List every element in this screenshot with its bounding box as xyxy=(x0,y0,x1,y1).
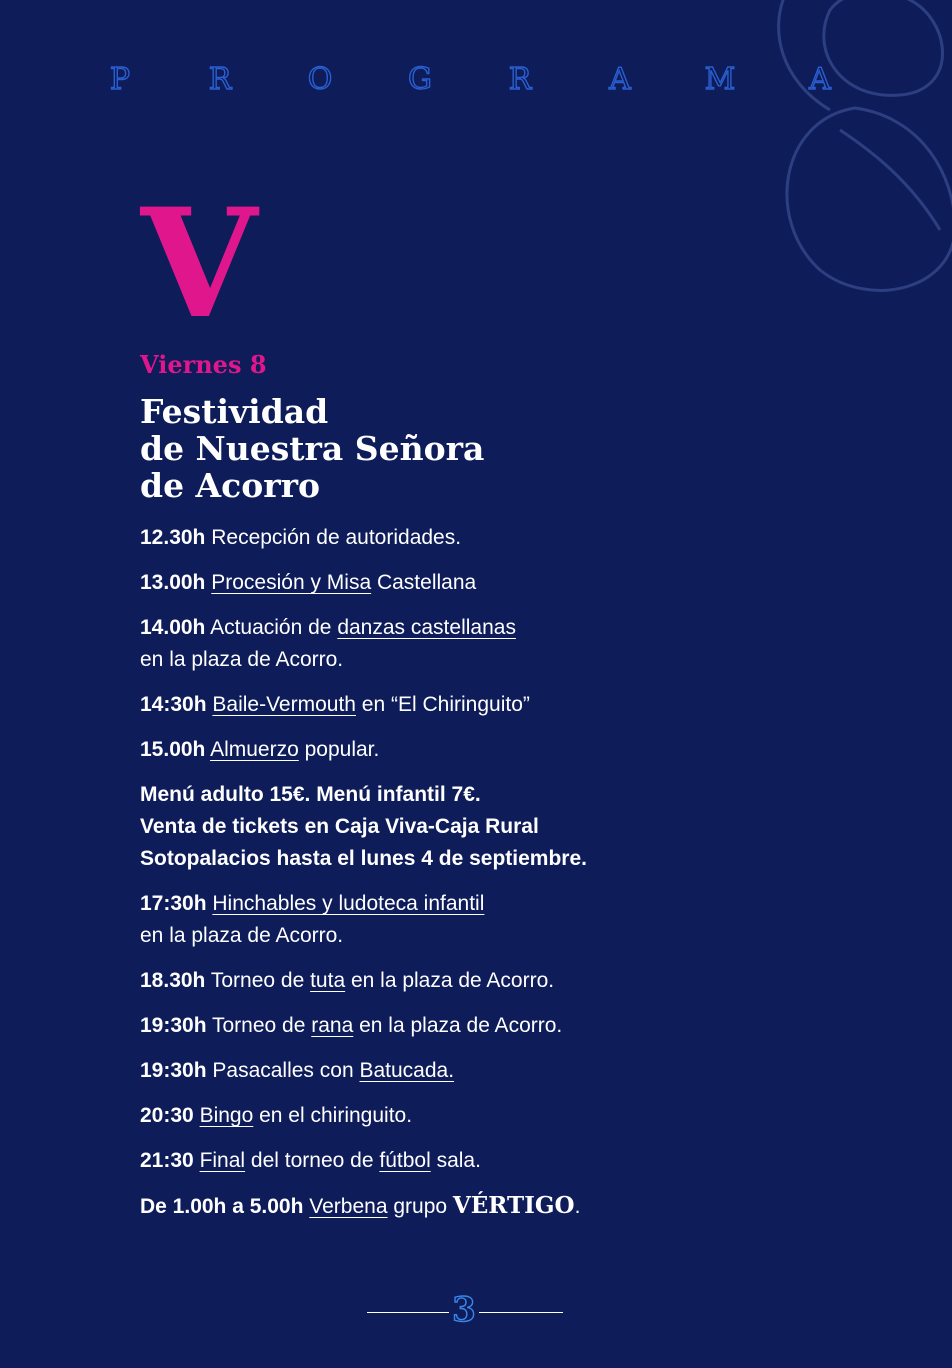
item-text: Recepción de autoridades. xyxy=(205,526,462,549)
item-text: Castellana xyxy=(371,571,477,594)
schedule-item xyxy=(140,1145,780,1177)
item-link[interactable]: Procesión y Misa xyxy=(211,571,372,594)
item-time: 15.00h xyxy=(140,738,206,761)
item-link[interactable]: danzas castellanas xyxy=(337,616,516,639)
item-text: en “El Chiringuito” xyxy=(355,693,530,716)
item-time: 13.00h xyxy=(140,571,206,594)
programa-letter: M xyxy=(704,62,736,97)
page-number: 3 xyxy=(452,1290,476,1330)
item-text: Torneo de xyxy=(206,1014,312,1037)
item-text: en la plaza de Acorro. xyxy=(345,969,555,992)
item-link[interactable]: Baile-Vermouth xyxy=(212,693,356,716)
programa-letter: A xyxy=(609,62,631,97)
schedule-item xyxy=(140,567,780,599)
decorative-eight-outline xyxy=(760,0,952,310)
item-link[interactable]: tuta xyxy=(310,969,346,992)
item-text: en la plaza de Acorro. xyxy=(353,1014,563,1037)
programa-letter: R xyxy=(208,62,232,97)
item-text: . xyxy=(574,1195,581,1218)
item-text: sala. xyxy=(430,1149,481,1172)
band-name: VÉRTIGO xyxy=(452,1192,575,1219)
item-text: Actuación de xyxy=(205,616,338,639)
item-time: 12.30h xyxy=(140,526,206,549)
schedule-item xyxy=(140,734,780,766)
item-time: 21:30 xyxy=(140,1149,194,1172)
item-time: 17:30h xyxy=(140,892,207,915)
schedule-block-1 xyxy=(140,522,780,766)
schedule-item-verbena xyxy=(140,1190,780,1223)
title-line: de Acorro xyxy=(140,466,321,505)
schedule-item xyxy=(140,1055,780,1087)
programa-heading xyxy=(100,62,840,97)
schedule-list xyxy=(140,522,780,1236)
footer-rule-right xyxy=(479,1312,563,1313)
item-text: del torneo de xyxy=(245,1149,380,1172)
title-line: Festividad xyxy=(140,392,329,431)
programa-letter: A xyxy=(809,62,831,97)
item-link[interactable]: rana xyxy=(311,1014,354,1037)
title-line: de Nuestra Señora xyxy=(140,429,485,468)
item-link[interactable]: fútbol xyxy=(379,1149,431,1172)
schedule-item xyxy=(140,888,780,952)
menu-note: Sotopalacios hasta el lunes 4 de septiembre. xyxy=(140,847,587,870)
item-time: 19:30h xyxy=(140,1059,207,1082)
schedule-item xyxy=(140,1010,780,1042)
programa-letter: P xyxy=(109,62,131,97)
item-link[interactable]: Batucada. xyxy=(359,1059,455,1082)
schedule-item xyxy=(140,689,780,721)
programa-letter: O xyxy=(307,62,333,97)
item-time: De 1.00h a 5.00h xyxy=(140,1195,304,1218)
day-label: Viernes 8 xyxy=(140,350,267,379)
item-link[interactable]: Bingo xyxy=(199,1104,254,1127)
item-time: 20:30 xyxy=(140,1104,194,1127)
item-link[interactable]: Almuerzo xyxy=(210,738,299,761)
schedule-block-2 xyxy=(140,888,780,1177)
programa-letter: G xyxy=(408,62,432,97)
schedule-item xyxy=(140,522,780,554)
day-initial-v-glyph xyxy=(138,196,260,328)
schedule-item xyxy=(140,965,780,997)
item-time: 14.00h xyxy=(140,616,206,639)
item-text: en el chiringuito. xyxy=(253,1104,413,1127)
menu-notes xyxy=(140,779,780,875)
menu-note: Venta de tickets en Caja Viva-Caja Rural xyxy=(140,815,539,838)
item-link[interactable]: Final xyxy=(199,1149,246,1172)
item-text-line2: en la plaza de Acorro. xyxy=(140,924,344,947)
menu-note: Menú adulto 15€. Menú infantil 7€. xyxy=(140,783,481,806)
item-text-line2: en la plaza de Acorro. xyxy=(140,648,344,671)
item-link[interactable]: Hinchables y ludoteca infantil xyxy=(212,892,485,915)
item-text: Torneo de xyxy=(205,969,311,992)
item-link[interactable]: Verbena xyxy=(309,1195,388,1218)
page-title xyxy=(140,393,640,504)
item-time: 19:30h xyxy=(140,1014,207,1037)
item-text: Pasacalles con xyxy=(206,1059,360,1082)
item-text: popular. xyxy=(298,738,380,761)
footer-rule-left xyxy=(367,1312,449,1313)
schedule-item xyxy=(140,1100,780,1132)
schedule-item xyxy=(140,612,780,676)
programa-letter: R xyxy=(508,62,532,97)
item-time: 18.30h xyxy=(140,969,206,992)
item-time: 14:30h xyxy=(140,693,207,716)
svg-text:V: V xyxy=(140,196,258,328)
item-text: grupo xyxy=(387,1195,453,1218)
